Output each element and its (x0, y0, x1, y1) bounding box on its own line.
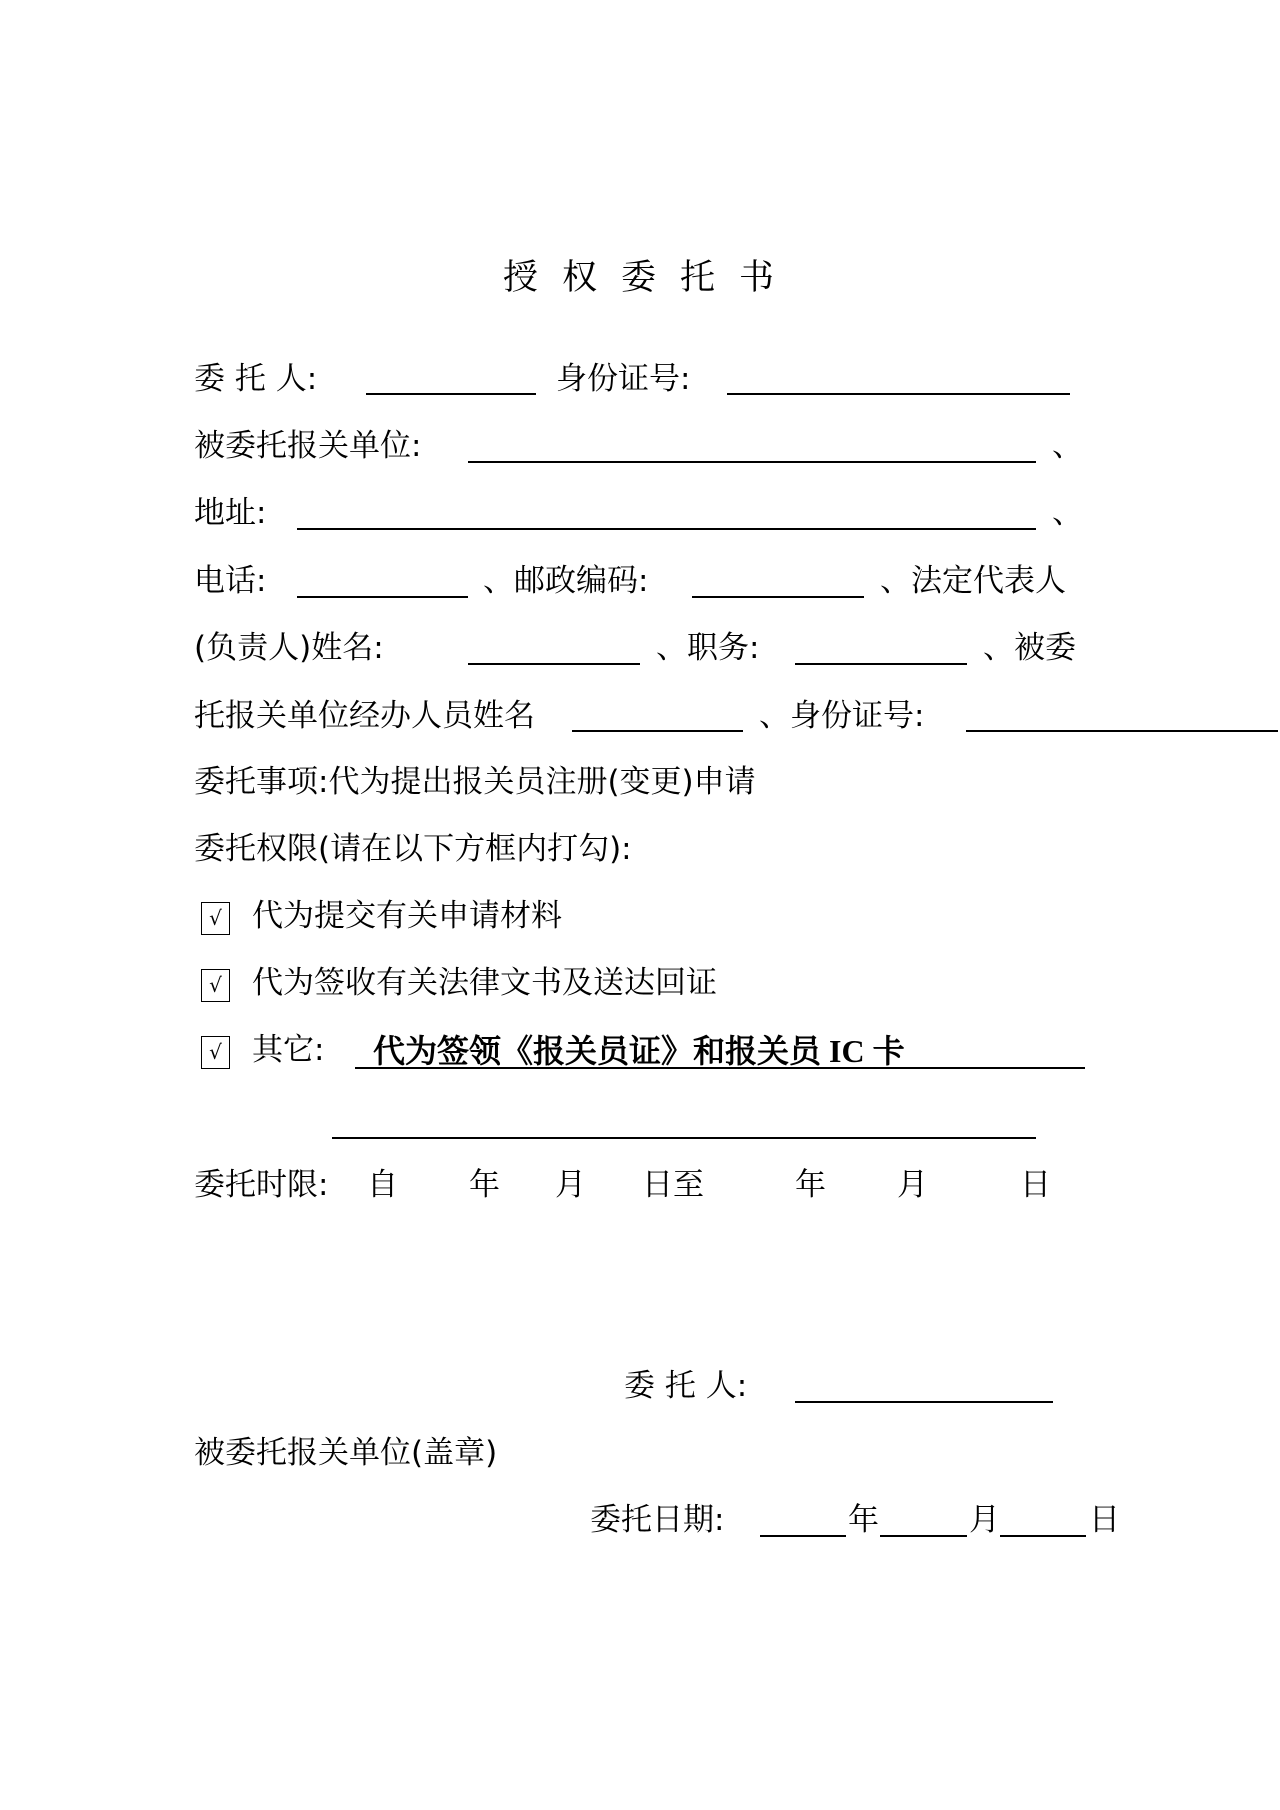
term-year2: 年 (795, 1167, 826, 1203)
checkbox-other-label: 其它: (252, 1032, 325, 1068)
term-day-to: 日至 (642, 1167, 704, 1203)
checkbox-receive-documents-label: 代为签收有关法律文书及送达回证 (252, 965, 717, 1001)
other-value-underline[interactable] (355, 1067, 1085, 1069)
sign-year: 年 (848, 1502, 879, 1538)
principal-blank[interactable] (366, 393, 536, 395)
term-label: 委托时限: (194, 1167, 329, 1203)
responsible-name-label: (负责人)姓名: (194, 630, 384, 666)
checkbox-other[interactable]: √ (201, 1036, 230, 1069)
staff-id-blank[interactable] (966, 730, 1278, 732)
term-day2: 日 (1020, 1167, 1051, 1203)
line5-tail: 、被委 (983, 630, 1076, 666)
sign-day: 日 (1089, 1502, 1120, 1538)
postcode-label: 、邮政编码: (483, 563, 649, 599)
address-label: 地址: (194, 495, 267, 531)
sign-year-blank[interactable] (760, 1535, 846, 1537)
page-title: 授权委托书 (503, 258, 799, 298)
staff-name-blank[interactable] (572, 730, 743, 732)
sign-month-blank[interactable] (880, 1535, 967, 1537)
sign-principal-blank[interactable] (795, 1401, 1053, 1403)
principal-label: 委 托 人: (194, 361, 318, 397)
entrusted-matter: 委托事项:代为提出报关员注册(变更)申请 (194, 764, 756, 800)
sign-date-label: 委托日期: (590, 1502, 725, 1538)
term-year1: 年 (469, 1167, 500, 1203)
other-extra-blank[interactable] (332, 1137, 1036, 1139)
sign-day-blank[interactable] (1000, 1535, 1086, 1537)
agent-unit-seal: 被委托报关单位(盖章) (194, 1435, 498, 1471)
term-month2: 月 (897, 1167, 928, 1203)
responsible-name-blank[interactable] (468, 663, 640, 665)
sign-month: 月 (969, 1502, 1000, 1538)
agent-unit-label: 被委托报关单位: (194, 428, 422, 464)
staff-id-label: 、身份证号: (759, 698, 925, 734)
id-number-blank[interactable] (727, 393, 1070, 395)
staff-name-label: 托报关单位经办人员姓名 (194, 698, 535, 734)
checkbox-submit-materials[interactable]: √ (201, 902, 230, 935)
position-blank[interactable] (795, 663, 967, 665)
checkbox-receive-documents[interactable]: √ (201, 969, 230, 1002)
sign-principal-label: 委 托 人: (624, 1368, 748, 1404)
position-label: 、职务: (656, 630, 760, 666)
postcode-blank[interactable] (692, 596, 864, 598)
checkbox-submit-materials-label: 代为提交有关申请材料 (252, 898, 562, 934)
address-blank[interactable] (297, 528, 1036, 530)
phone-label: 电话: (194, 563, 267, 599)
legal-rep-label: 、法定代表人 (880, 563, 1066, 599)
authority-heading: 委托权限(请在以下方框内打勾): (194, 831, 632, 867)
id-number-label: 身份证号: (556, 361, 691, 397)
line3-separator: 、 (1052, 495, 1083, 531)
agent-unit-blank[interactable] (468, 461, 1036, 463)
term-month1: 月 (555, 1167, 586, 1203)
term-from: 自 (367, 1167, 398, 1203)
other-value: 代为签领《报关员证》和报关员 IC 卡 (373, 1033, 905, 1069)
line2-separator: 、 (1052, 428, 1083, 464)
phone-blank[interactable] (297, 596, 468, 598)
